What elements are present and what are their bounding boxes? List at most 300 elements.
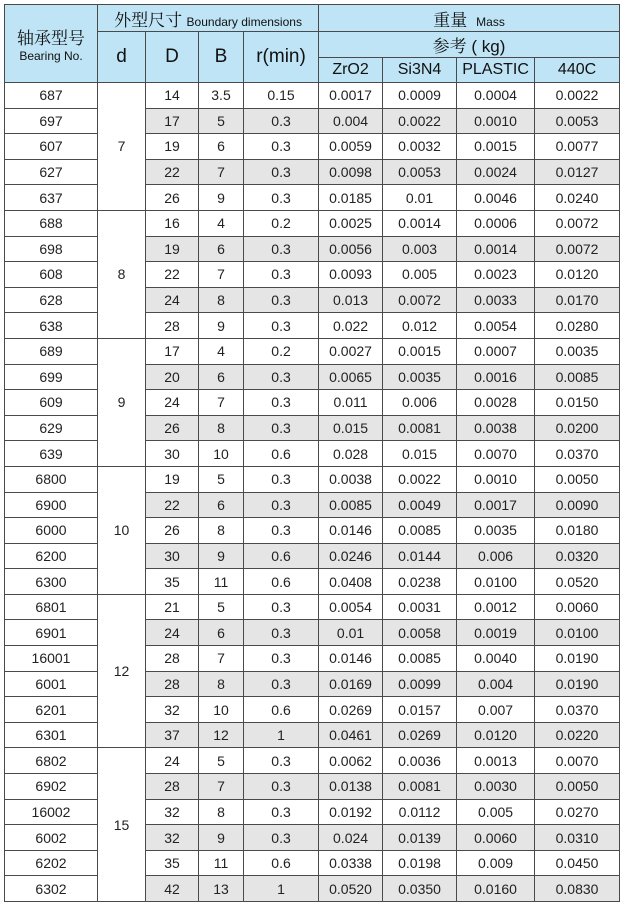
width-cell: 5 [199, 108, 244, 134]
width-cell: 9 [199, 825, 244, 851]
bearing-no-cell: 608 [5, 262, 98, 288]
table-row [5, 799, 620, 825]
mass-zro2-cell: 0.028 [319, 441, 383, 467]
width-cell: 7 [199, 646, 244, 672]
mass-zro2-cell: 0.004 [319, 108, 383, 134]
bearing-no-header [5, 5, 98, 83]
mass-si3n4-cell: 0.0081 [383, 415, 457, 441]
mass-440c-cell: 0.0060 [535, 594, 620, 620]
r-min-cell: 0.3 [244, 748, 319, 774]
bearing-no-cell: 6302 [5, 876, 98, 902]
mass-plastic-cell: 0.0007 [457, 338, 535, 364]
table-row [5, 108, 620, 134]
table-row [5, 748, 620, 774]
mass-plastic-cell: 0.0100 [457, 569, 535, 595]
width-cell: 7 [199, 262, 244, 288]
table-row [5, 594, 620, 620]
bearing-no-cell: 6900 [5, 492, 98, 518]
width-cell: 8 [199, 799, 244, 825]
mass-zro2-cell: 0.0017 [319, 83, 383, 109]
mass-plastic-cell: 0.0160 [457, 876, 535, 902]
mass-si3n4-cell: 0.0035 [383, 364, 457, 390]
r-min-cell: 0.3 [244, 492, 319, 518]
mass-440c-cell: 0.0035 [535, 338, 620, 364]
dimensions-header [98, 5, 319, 32]
mass-zro2-cell: 0.0520 [319, 876, 383, 902]
mass-440c-cell: 0.0190 [535, 646, 620, 672]
width-cell: 10 [199, 697, 244, 723]
mass-440c-cell: 0.0180 [535, 518, 620, 544]
col-b-header: B [199, 32, 244, 83]
mass-plastic-cell: 0.0024 [457, 159, 535, 185]
mass-si3n4-cell: 0.0058 [383, 620, 457, 646]
table-row [5, 236, 620, 262]
dimensions-zh: 外型尺寸 [114, 10, 183, 30]
mass-440c-cell: 0.0200 [535, 415, 620, 441]
bearing-no-cell: 689 [5, 338, 98, 364]
table-row [5, 646, 620, 672]
mass-si3n4-cell: 0.0238 [383, 569, 457, 595]
r-min-cell: 1 [244, 876, 319, 902]
width-cell: 13 [199, 876, 244, 902]
outer-diameter-cell: 24 [146, 620, 199, 646]
material-plastic-header: PLASTIC [457, 58, 535, 83]
mass-plastic-cell: 0.0028 [457, 390, 535, 416]
table-row [5, 185, 620, 211]
bearing-no-cell: 688 [5, 210, 98, 236]
mass-440c-cell: 0.0150 [535, 390, 620, 416]
outer-diameter-cell: 32 [146, 825, 199, 851]
mass-si3n4-cell: 0.003 [383, 236, 457, 262]
mass-440c-cell: 0.0220 [535, 722, 620, 748]
mass-zro2-cell: 0.0093 [319, 262, 383, 288]
outer-diameter-cell: 19 [146, 466, 199, 492]
width-cell: 12 [199, 722, 244, 748]
bearing-no-cell: 6202 [5, 850, 98, 876]
width-cell: 7 [199, 390, 244, 416]
r-min-cell: 1 [244, 722, 319, 748]
bearing-no-zh: 轴承型号 [17, 29, 85, 48]
bearing-no-cell: 6002 [5, 825, 98, 851]
bearing-no-cell: 697 [5, 108, 98, 134]
bearing-no-cell: 699 [5, 364, 98, 390]
table-row [5, 876, 620, 902]
width-cell: 7 [199, 774, 244, 800]
r-min-cell: 0.3 [244, 466, 319, 492]
outer-diameter-cell: 35 [146, 850, 199, 876]
bearing-no-cell: 629 [5, 415, 98, 441]
bearing-no-cell: 16002 [5, 799, 98, 825]
mass-si3n4-cell: 0.0112 [383, 799, 457, 825]
table-row [5, 287, 620, 313]
mass-si3n4-cell: 0.01 [383, 185, 457, 211]
mass-si3n4-cell: 0.0022 [383, 108, 457, 134]
table-row [5, 697, 620, 723]
table-row [5, 492, 620, 518]
mass-440c-cell: 0.0240 [535, 185, 620, 211]
d-cell: 9 [98, 338, 146, 466]
mass-plastic-cell: 0.0017 [457, 492, 535, 518]
outer-diameter-cell: 22 [146, 492, 199, 518]
mass-zro2-cell: 0.0098 [319, 159, 383, 185]
mass-header [319, 5, 620, 32]
table-header [5, 5, 620, 83]
outer-diameter-cell: 17 [146, 108, 199, 134]
table-row [5, 518, 620, 544]
mass-440c-cell: 0.0085 [535, 364, 620, 390]
width-cell: 8 [199, 518, 244, 544]
mass-zro2-cell: 0.0269 [319, 697, 383, 723]
mass-si3n4-cell: 0.0198 [383, 850, 457, 876]
bearing-no-cell: 6301 [5, 722, 98, 748]
r-min-cell: 0.6 [244, 569, 319, 595]
mass-440c-cell: 0.0072 [535, 210, 620, 236]
outer-diameter-cell: 20 [146, 364, 199, 390]
d-cell: 7 [98, 83, 146, 211]
outer-diameter-cell: 28 [146, 671, 199, 697]
outer-diameter-cell: 22 [146, 262, 199, 288]
bearing-no-cell: 16001 [5, 646, 98, 672]
width-cell: 6 [199, 134, 244, 160]
mass-440c-cell: 0.0127 [535, 159, 620, 185]
mass-zro2-cell: 0.01 [319, 620, 383, 646]
width-cell: 7 [199, 159, 244, 185]
mass-plastic-cell: 0.006 [457, 543, 535, 569]
r-min-cell: 0.2 [244, 210, 319, 236]
r-min-cell: 0.3 [244, 620, 319, 646]
mass-440c-cell: 0.0070 [535, 748, 620, 774]
bearing-no-cell: 639 [5, 441, 98, 467]
mass-zro2-cell: 0.0169 [319, 671, 383, 697]
table-row [5, 774, 620, 800]
material-440c-header: 440C [535, 58, 620, 83]
width-cell: 8 [199, 415, 244, 441]
d-cell: 15 [98, 748, 146, 902]
d-cell: 10 [98, 466, 146, 594]
mass-zro2-cell: 0.0146 [319, 646, 383, 672]
r-min-cell: 0.6 [244, 441, 319, 467]
col-d-header: d [98, 32, 146, 83]
bearing-no-cell: 6801 [5, 594, 98, 620]
bearing-no-cell: 6300 [5, 569, 98, 595]
bearing-no-cell: 607 [5, 134, 98, 160]
table-row [5, 415, 620, 441]
r-min-cell: 0.3 [244, 134, 319, 160]
bearing-no-cell: 6000 [5, 518, 98, 544]
table-row [5, 825, 620, 851]
mass-plastic-cell: 0.007 [457, 697, 535, 723]
mass-440c-cell: 0.0320 [535, 543, 620, 569]
mass-zh: 重量 [433, 10, 468, 30]
r-min-cell: 0.6 [244, 850, 319, 876]
width-cell: 9 [199, 543, 244, 569]
table-row [5, 338, 620, 364]
mass-plastic-cell: 0.0033 [457, 287, 535, 313]
mass-440c-cell: 0.0270 [535, 799, 620, 825]
outer-diameter-cell: 37 [146, 722, 199, 748]
mass-plastic-cell: 0.0023 [457, 262, 535, 288]
outer-diameter-cell: 21 [146, 594, 199, 620]
mass-si3n4-cell: 0.0031 [383, 594, 457, 620]
mass-plastic-cell: 0.0004 [457, 83, 535, 109]
mass-plastic-cell: 0.0070 [457, 441, 535, 467]
mass-si3n4-cell: 0.0099 [383, 671, 457, 697]
r-min-cell: 0.3 [244, 646, 319, 672]
table-row [5, 850, 620, 876]
col-outer-d-header: D [146, 32, 199, 83]
r-min-cell: 0.3 [244, 518, 319, 544]
mass-440c-cell: 0.0053 [535, 108, 620, 134]
mass-440c-cell: 0.0050 [535, 466, 620, 492]
mass-440c-cell: 0.0370 [535, 697, 620, 723]
mass-zro2-cell: 0.0056 [319, 236, 383, 262]
mass-si3n4-cell: 0.015 [383, 441, 457, 467]
mass-en: Mass [476, 14, 505, 29]
mass-plastic-cell: 0.0016 [457, 364, 535, 390]
mass-zro2-cell: 0.0461 [319, 722, 383, 748]
width-cell: 5 [199, 748, 244, 774]
r-min-cell: 0.15 [244, 83, 319, 109]
mass-440c-cell: 0.0100 [535, 620, 620, 646]
r-min-cell: 0.6 [244, 543, 319, 569]
mass-440c-cell: 0.0077 [535, 134, 620, 160]
mass-440c-cell: 0.0022 [535, 83, 620, 109]
mass-440c-cell: 0.0450 [535, 850, 620, 876]
mass-plastic-cell: 0.0060 [457, 825, 535, 851]
outer-diameter-cell: 19 [146, 134, 199, 160]
mass-plastic-cell: 0.0010 [457, 108, 535, 134]
width-cell: 6 [199, 364, 244, 390]
mass-plastic-cell: 0.0035 [457, 518, 535, 544]
mass-plastic-cell: 0.0120 [457, 722, 535, 748]
outer-diameter-cell: 26 [146, 518, 199, 544]
outer-diameter-cell: 35 [146, 569, 199, 595]
mass-440c-cell: 0.0190 [535, 671, 620, 697]
r-min-cell: 0.3 [244, 825, 319, 851]
mass-si3n4-cell: 0.0157 [383, 697, 457, 723]
bearing-no-cell: 698 [5, 236, 98, 262]
outer-diameter-cell: 24 [146, 287, 199, 313]
table-row [5, 134, 620, 160]
outer-diameter-cell: 19 [146, 236, 199, 262]
d-cell: 8 [98, 210, 146, 338]
mass-si3n4-cell: 0.0269 [383, 722, 457, 748]
bearing-no-cell: 6901 [5, 620, 98, 646]
mass-zro2-cell: 0.0246 [319, 543, 383, 569]
table-body [5, 83, 620, 902]
outer-diameter-cell: 32 [146, 799, 199, 825]
bearing-no-cell: 687 [5, 83, 98, 109]
outer-diameter-cell: 28 [146, 774, 199, 800]
mass-440c-cell: 0.0170 [535, 287, 620, 313]
mass-si3n4-cell: 0.0085 [383, 646, 457, 672]
mass-plastic-cell: 0.005 [457, 799, 535, 825]
width-cell: 8 [199, 671, 244, 697]
mass-440c-cell: 0.0310 [535, 825, 620, 851]
material-zro2-header: ZrO2 [319, 58, 383, 83]
mass-440c-cell: 0.0120 [535, 262, 620, 288]
mass-si3n4-cell: 0.0022 [383, 466, 457, 492]
mass-si3n4-cell: 0.0350 [383, 876, 457, 902]
mass-si3n4-cell: 0.0032 [383, 134, 457, 160]
bearing-no-cell: 6800 [5, 466, 98, 492]
table-row [5, 620, 620, 646]
bearing-no-en: Bearing No. [19, 49, 83, 63]
bearing-no-cell: 637 [5, 185, 98, 211]
mass-plastic-cell: 0.0012 [457, 594, 535, 620]
width-cell: 4 [199, 338, 244, 364]
mass-440c-cell: 0.0830 [535, 876, 620, 902]
table-row [5, 83, 620, 109]
mass-si3n4-cell: 0.006 [383, 390, 457, 416]
outer-diameter-cell: 17 [146, 338, 199, 364]
outer-diameter-cell: 14 [146, 83, 199, 109]
dimensions-en: Boundary dimensions [186, 14, 302, 29]
table-row [5, 441, 620, 467]
mass-si3n4-cell: 0.0014 [383, 210, 457, 236]
width-cell: 6 [199, 492, 244, 518]
bearing-no-cell: 638 [5, 313, 98, 339]
mass-zro2-cell: 0.013 [319, 287, 383, 313]
r-min-cell: 0.3 [244, 108, 319, 134]
outer-diameter-cell: 22 [146, 159, 199, 185]
mass-si3n4-cell: 0.0072 [383, 287, 457, 313]
r-min-cell: 0.2 [244, 338, 319, 364]
bearing-no-cell: 6201 [5, 697, 98, 723]
mass-zro2-cell: 0.0192 [319, 799, 383, 825]
mass-zro2-cell: 0.0408 [319, 569, 383, 595]
table-row [5, 671, 620, 697]
table-row [5, 543, 620, 569]
width-cell: 5 [199, 594, 244, 620]
table-row [5, 159, 620, 185]
mass-plastic-cell: 0.0046 [457, 185, 535, 211]
mass-440c-cell: 0.0280 [535, 313, 620, 339]
mass-plastic-cell: 0.0013 [457, 748, 535, 774]
mass-si3n4-cell: 0.005 [383, 262, 457, 288]
mass-si3n4-cell: 0.0085 [383, 518, 457, 544]
outer-diameter-cell: 30 [146, 543, 199, 569]
outer-diameter-cell: 28 [146, 313, 199, 339]
width-cell: 11 [199, 569, 244, 595]
mass-zro2-cell: 0.0025 [319, 210, 383, 236]
r-min-cell: 0.3 [244, 799, 319, 825]
material-si3n4-header: Si3N4 [383, 58, 457, 83]
bearing-no-cell: 609 [5, 390, 98, 416]
r-min-cell: 0.3 [244, 390, 319, 416]
mass-si3n4-cell: 0.0081 [383, 774, 457, 800]
mass-zro2-cell: 0.0085 [319, 492, 383, 518]
mass-si3n4-cell: 0.012 [383, 313, 457, 339]
col-r-header: r(min) [244, 32, 319, 83]
mass-zro2-cell: 0.0038 [319, 466, 383, 492]
r-min-cell: 0.3 [244, 594, 319, 620]
outer-diameter-cell: 26 [146, 185, 199, 211]
mass-plastic-cell: 0.004 [457, 671, 535, 697]
width-cell: 8 [199, 287, 244, 313]
mass-440c-cell: 0.0090 [535, 492, 620, 518]
mass-zro2-cell: 0.0027 [319, 338, 383, 364]
width-cell: 10 [199, 441, 244, 467]
width-cell: 6 [199, 620, 244, 646]
outer-diameter-cell: 16 [146, 210, 199, 236]
mass-plastic-cell: 0.0015 [457, 134, 535, 160]
r-min-cell: 0.3 [244, 364, 319, 390]
mass-plastic-cell: 0.0030 [457, 774, 535, 800]
d-cell: 12 [98, 594, 146, 748]
outer-diameter-cell: 24 [146, 390, 199, 416]
mass-si3n4-cell: 0.0036 [383, 748, 457, 774]
mass-si3n4-cell: 0.0053 [383, 159, 457, 185]
mass-plastic-cell: 0.009 [457, 850, 535, 876]
bearing-no-cell: 6802 [5, 748, 98, 774]
outer-diameter-cell: 26 [146, 415, 199, 441]
table-row [5, 569, 620, 595]
mass-plastic-cell: 0.0038 [457, 415, 535, 441]
width-cell: 11 [199, 850, 244, 876]
bearing-table-container [4, 4, 620, 902]
outer-diameter-cell: 32 [146, 697, 199, 723]
mass-zro2-cell: 0.0059 [319, 134, 383, 160]
bearing-no-cell: 627 [5, 159, 98, 185]
mass-440c-cell: 0.0370 [535, 441, 620, 467]
mass-zro2-cell: 0.0338 [319, 850, 383, 876]
width-cell: 4 [199, 210, 244, 236]
mass-zro2-cell: 0.024 [319, 825, 383, 851]
r-min-cell: 0.3 [244, 262, 319, 288]
mass-plastic-cell: 0.0006 [457, 210, 535, 236]
mass-plastic-cell: 0.0040 [457, 646, 535, 672]
r-min-cell: 0.6 [244, 697, 319, 723]
mass-si3n4-cell: 0.0015 [383, 338, 457, 364]
r-min-cell: 0.3 [244, 313, 319, 339]
table-row [5, 466, 620, 492]
width-cell: 9 [199, 185, 244, 211]
mass-zro2-cell: 0.0062 [319, 748, 383, 774]
mass-plastic-cell: 0.0010 [457, 466, 535, 492]
mass-plastic-cell: 0.0019 [457, 620, 535, 646]
outer-diameter-cell: 30 [146, 441, 199, 467]
bearing-no-cell: 628 [5, 287, 98, 313]
table-row [5, 262, 620, 288]
mass-si3n4-cell: 0.0139 [383, 825, 457, 851]
mass-440c-cell: 0.0072 [535, 236, 620, 262]
mass-zro2-cell: 0.015 [319, 415, 383, 441]
width-cell: 6 [199, 236, 244, 262]
width-cell: 3.5 [199, 83, 244, 109]
outer-diameter-cell: 42 [146, 876, 199, 902]
mass-si3n4-cell: 0.0049 [383, 492, 457, 518]
mass-zro2-cell: 0.0138 [319, 774, 383, 800]
reference-kg-header: 参考 ( kg) [319, 32, 620, 58]
r-min-cell: 0.3 [244, 415, 319, 441]
mass-zro2-cell: 0.0185 [319, 185, 383, 211]
mass-440c-cell: 0.0050 [535, 774, 620, 800]
mass-zro2-cell: 0.022 [319, 313, 383, 339]
mass-zro2-cell: 0.0054 [319, 594, 383, 620]
mass-plastic-cell: 0.0054 [457, 313, 535, 339]
bearing-no-cell: 6902 [5, 774, 98, 800]
r-min-cell: 0.3 [244, 774, 319, 800]
table-row [5, 210, 620, 236]
bearing-no-cell: 6001 [5, 671, 98, 697]
bearing-spec-table [4, 4, 620, 902]
r-min-cell: 0.3 [244, 159, 319, 185]
mass-zro2-cell: 0.0146 [319, 518, 383, 544]
mass-zro2-cell: 0.0065 [319, 364, 383, 390]
mass-si3n4-cell: 0.0009 [383, 83, 457, 109]
r-min-cell: 0.3 [244, 236, 319, 262]
